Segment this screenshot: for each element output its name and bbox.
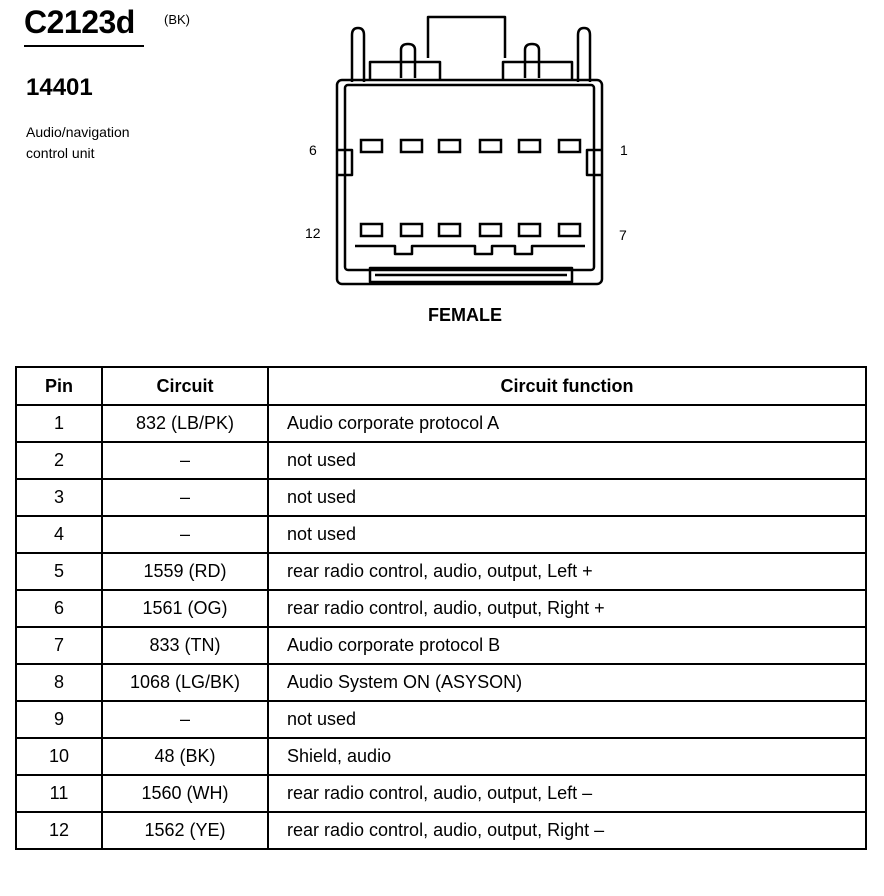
circuit-cell: – [102,701,268,738]
function-cell: not used [268,516,866,553]
function-cell: rear radio control, audio, output, Left + [268,553,866,590]
pin-cell: 5 [16,553,102,590]
table-row [16,553,866,590]
pin-cell: 9 [16,701,102,738]
connector-description [26,122,130,164]
table-row [16,738,866,775]
pin-label-6: 6 [309,142,317,158]
connector-color: (BK) [164,12,190,27]
pin-label-12: 12 [305,225,321,241]
pin-cell: 1 [16,405,102,442]
pin-label-7: 7 [619,227,627,243]
function-cell: not used [268,701,866,738]
circuit-cell: 1561 (OG) [102,590,268,627]
part-number: 14401 [26,74,93,101]
pin-label-1: 1 [620,142,628,158]
pin-cell: 10 [16,738,102,775]
circuit-cell: 48 (BK) [102,738,268,775]
pin-cell: 4 [16,516,102,553]
pin-cell: 8 [16,664,102,701]
connector-gender: FEMALE [428,305,502,325]
description-line-2: control unit [26,145,95,161]
pin-cell: 2 [16,442,102,479]
circuit-cell: 1562 (YE) [102,812,268,849]
circuit-cell: 1068 (LG/BK) [102,664,268,701]
circuit-cell: 833 (TN) [102,627,268,664]
table-row [16,405,866,442]
table-row [16,812,866,849]
function-cell: Shield, audio [268,738,866,775]
pin-cell: 3 [16,479,102,516]
table-row [16,627,866,664]
connector-face-diagram [300,10,640,300]
connector-id: C2123d [24,4,144,47]
function-cell: Audio System ON (ASYSON) [268,664,866,701]
function-cell: rear radio control, audio, output, Left – [268,775,866,812]
pin-cell: 11 [16,775,102,812]
circuit-cell: – [102,442,268,479]
table-row [16,516,866,553]
table-header-row [16,367,866,405]
function-cell: rear radio control, audio, output, Right + [268,590,866,627]
header-pin: Pin [16,367,102,405]
table-row [16,664,866,701]
table-row [16,590,866,627]
pinout-table [15,366,867,850]
pin-cell: 7 [16,627,102,664]
table-row [16,775,866,812]
header-circuit: Circuit [102,367,268,405]
function-cell: not used [268,479,866,516]
table-row [16,479,866,516]
table-row [16,442,866,479]
circuit-cell: – [102,516,268,553]
pin-cell: 12 [16,812,102,849]
circuit-cell: 1560 (WH) [102,775,268,812]
function-cell: Audio corporate protocol A [268,405,866,442]
circuit-cell: 1559 (RD) [102,553,268,590]
pin-cell: 6 [16,590,102,627]
circuit-cell: 832 (LB/PK) [102,405,268,442]
table-row [16,701,866,738]
circuit-cell: – [102,479,268,516]
function-cell: rear radio control, audio, output, Right – [268,812,866,849]
function-cell: not used [268,442,866,479]
header-circuit-function: Circuit function [268,367,866,405]
description-line-1: Audio/navigation [26,124,130,140]
function-cell: Audio corporate protocol B [268,627,866,664]
